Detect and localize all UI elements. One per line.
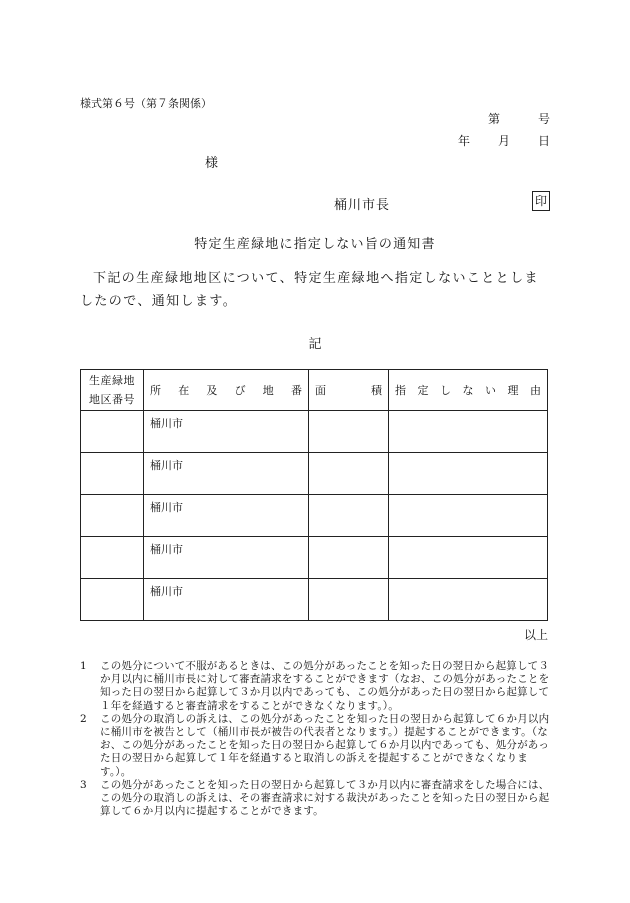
location-cell: 桶川市 (144, 537, 309, 579)
header-location (144, 370, 309, 411)
note-number: 1 (80, 660, 87, 672)
seal-box: 印 (532, 191, 550, 211)
district-number-cell (81, 453, 144, 495)
area-cell (309, 579, 389, 621)
reason-cell (389, 537, 548, 579)
date-month: 月 (497, 134, 510, 148)
location-cell: 桶川市 (144, 411, 309, 453)
note-number: 3 (80, 778, 87, 791)
area-cell (309, 495, 389, 537)
note-text: この処分があったことを知った日の翌日から起算して３か月以内に審査請求をした場合には、この処分の取消しの訴えは、その審査請求に対する裁決があったことを知った日の翌日から起算して６か月以内に提起することができます。 (100, 778, 550, 818)
header-reason-char: し (440, 384, 451, 397)
table-row (81, 495, 548, 537)
district-number-cell (81, 411, 144, 453)
header-reason-char: 指 (395, 384, 406, 397)
reason-cell (389, 579, 548, 621)
land-table (80, 369, 548, 621)
table-row (81, 579, 548, 621)
location-cell: 桶川市 (144, 495, 309, 537)
reason-cell (389, 495, 548, 537)
date-line (458, 132, 550, 149)
header-location-char: 番 (290, 384, 302, 397)
date-year: 年 (458, 134, 471, 148)
district-number-cell (81, 537, 144, 579)
district-number-cell (81, 495, 144, 537)
document-title: 特定生産緑地に指定しない旨の通知書 (194, 237, 436, 252)
number-go: 号 (537, 112, 550, 126)
reason-cell (389, 453, 548, 495)
note-item (80, 779, 555, 819)
note-item (80, 713, 555, 779)
area-cell (309, 537, 389, 579)
ki-heading: 記 (308, 337, 322, 352)
table-row (81, 537, 548, 579)
header-reason-char: い (485, 384, 496, 397)
district-number-cell (81, 579, 144, 621)
document-number-line (488, 110, 550, 127)
notes-section (80, 660, 555, 818)
note-text: この処分の取消しの訴えは、この処分があったことを知った日の翌日から起算して６か月以内に桶川市を被告として（桶川市長が被告の代表者となります。）提起することができます。（なお、この処分があったことを知った日の翌日から起算して６か月以内であっても、処分があった日の翌日から起算して１年を経過すると取消しの訴えを提起することができなくなります。）。 (100, 712, 550, 778)
form-number: 様式第６号（第７条関係） (80, 97, 212, 110)
note-number: 2 (80, 712, 87, 725)
header-location-char: 所 (150, 384, 161, 397)
area-cell (309, 453, 389, 495)
header-location-char: 在 (178, 384, 190, 397)
header-district-number-line1: 生産緑地 (89, 374, 135, 387)
location-cell: 桶川市 (144, 453, 309, 495)
header-district-number-line2: 地区番号 (89, 393, 135, 406)
note-text: この処分について不服があるときは、この処分があったことを知った日の翌日から起算して３か月以内に桶川市長に対して審査請求をすることができます（なお、この処分があったことを知った日の翌日から起算して３か月以内であっても、この処分があった日の翌日から起算して１年を経過すると審査請求をすることができなくなります。）。 (100, 660, 550, 712)
header-location-char: 地 (262, 384, 274, 397)
header-reason-char: 理 (507, 384, 519, 397)
table-row (81, 411, 548, 453)
header-area-char: 面 (315, 384, 326, 397)
header-reason-char: 定 (417, 384, 429, 397)
recipient-suffix: 様 (205, 156, 219, 171)
header-district-number (81, 370, 144, 411)
header-location-char: び (234, 384, 246, 397)
date-day: 日 (537, 134, 550, 148)
header-reason-char: な (462, 384, 474, 397)
location-cell: 桶川市 (144, 579, 309, 621)
number-dai: 第 (488, 112, 501, 126)
header-location-char: 及 (206, 384, 218, 397)
header-area (309, 370, 389, 411)
closing-ijo: 以上 (523, 628, 548, 642)
issuer-name: 桶川市長 (334, 198, 391, 213)
reason-cell (389, 411, 548, 453)
body-paragraph: 下記の生産緑地地区について、特定生産緑地へ指定しないこととしましたので、通知します。 (80, 271, 539, 309)
note-item (80, 660, 555, 713)
header-reason-char: 由 (530, 384, 541, 397)
header-area-char: 積 (371, 384, 382, 397)
area-cell (309, 411, 389, 453)
table-header-row (81, 370, 548, 411)
header-reason (389, 370, 548, 411)
table-row (81, 453, 548, 495)
